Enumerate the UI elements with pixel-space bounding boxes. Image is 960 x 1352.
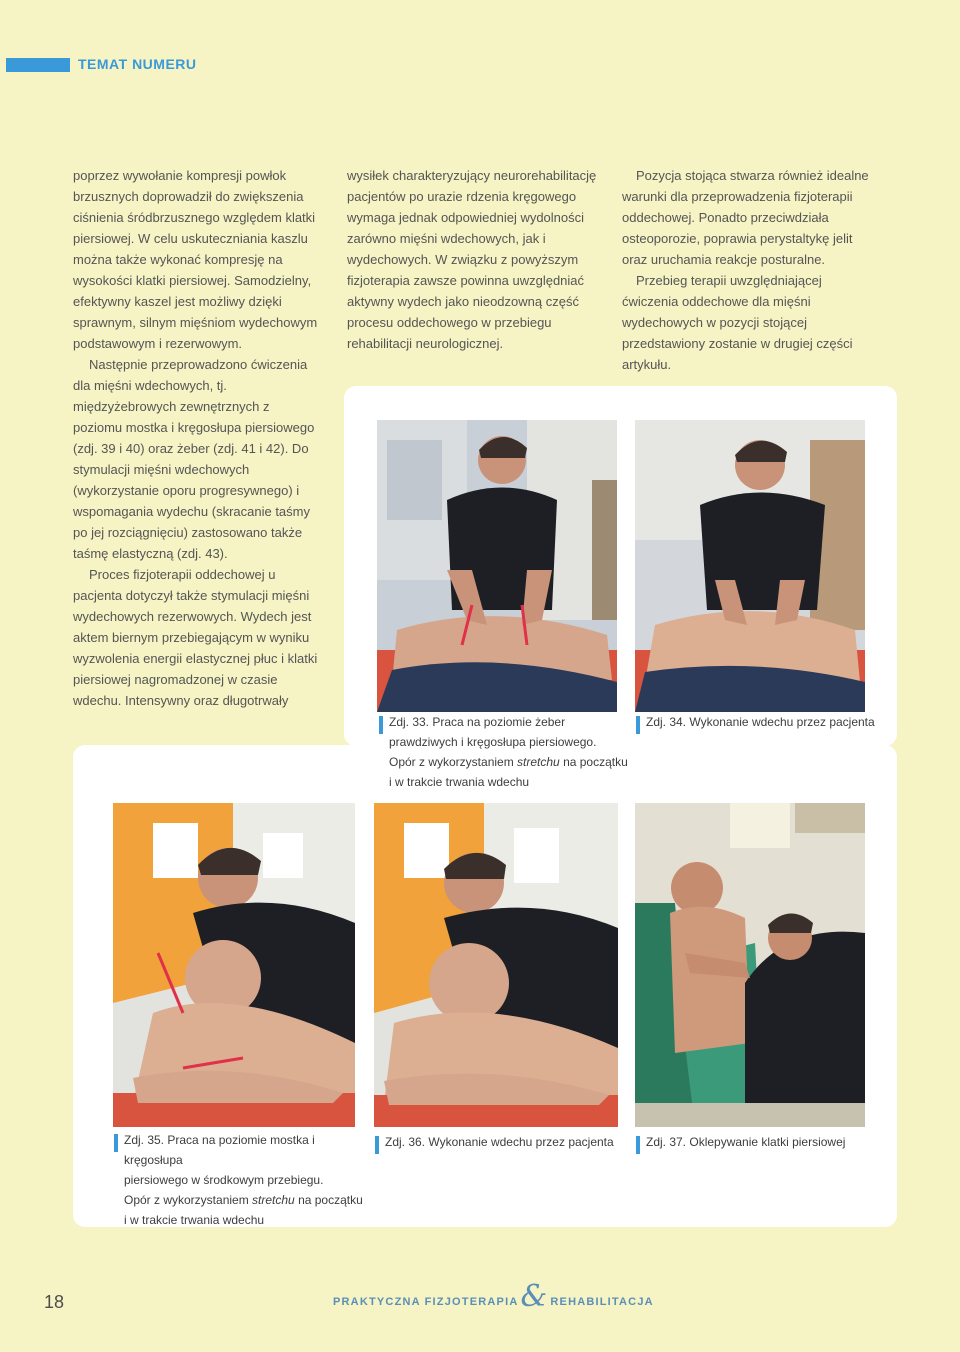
caption-line: prawdziwych i kręgosłupa piersiowego. xyxy=(389,735,597,749)
photo-37 xyxy=(635,803,865,1127)
caption-emphasis: stretchu xyxy=(252,1193,295,1207)
caption-marker xyxy=(636,1136,640,1154)
caption-marker xyxy=(379,716,383,734)
caption-marker xyxy=(375,1136,379,1154)
text-column-3 xyxy=(622,165,870,375)
page-number: 18 xyxy=(44,1292,65,1312)
caption-line: Zdj. 37. Oklepywanie klatki piersiowej xyxy=(646,1135,846,1149)
text-column-1 xyxy=(73,165,319,711)
caption-emphasis: stretchu xyxy=(517,755,560,769)
photo-34 xyxy=(635,420,865,712)
journal-ampersand: & xyxy=(520,1279,549,1314)
paragraph: wysiłek charakteryzujący neurorehabilitację pacjentów po urazie rdzenia kręgowego wymaga jednak odpowiedniej wydolności zarówno mięśni wdechowych, jak i wydechowych. W związku z powyższym fizjoterapia zawsze powinna uwzględniać aktywny wydech jako nieodzowną część procesu oddechowego w przebiegu rehabilitacji neurologicznej. xyxy=(347,168,597,351)
caption-zdj-35 xyxy=(114,1130,374,1230)
caption-line: piersiowego w środkowym przebiegu. xyxy=(124,1173,324,1187)
section-title: TEMAT NUMERU xyxy=(78,56,197,72)
paragraph: Proces fizjoterapii oddechowej u pacjenta dotyczył także stymulacji mięśni wydechowych rezerwowych. Wydech jest aktem biernym przebiegającym w wyniku wyzwolenia energii elastycznej płuc i klatki piersiowej nagromadzonej w czasie wdechu. Intensywny oraz długotrwały xyxy=(73,567,318,708)
caption-zdj-33 xyxy=(379,712,629,792)
paragraph: Następnie przeprowadzono ćwiczenia dla mięśni wdechowych, tj. międzyżebrowych zewnętrznych z poziomu mostka i kręgosłupa piersiowego (zdj. 39 i 40) oraz żeber (zdj. 41 i 42). Do stymulacji mięśni wdechowych (wykorzystanie oporu progresywnego) i wspomagania wydechu (skracanie taśmy po jej rozciągnięciu) zastosowano także taśmę elastyczną (zdj. 43). xyxy=(73,357,315,561)
section-marker xyxy=(6,58,70,72)
photo-36 xyxy=(374,803,618,1127)
journal-footer xyxy=(333,1279,654,1314)
caption-line: Zdj. 35. Praca na poziomie mostka i kręgosłupa xyxy=(124,1133,315,1167)
caption-zdj-34 xyxy=(636,712,886,732)
caption-text: na początku xyxy=(559,755,628,769)
caption-text: Opór z wykorzystaniem xyxy=(124,1193,253,1207)
caption-text: na początku xyxy=(294,1193,363,1207)
caption-marker xyxy=(114,1134,118,1152)
photo-33 xyxy=(377,420,617,712)
journal-name-right: REHABILITACJA xyxy=(550,1296,654,1308)
caption-line: i w trakcie trwania wdechu xyxy=(389,775,530,789)
paragraph: Pozycja stojąca stwarza również idealne warunki dla przeprowadzenia fizjoterapii oddechowej. Ponadto przeciwdziała osteoporozie, poprawia perystaltykę jelit oraz uruchamia reakcje posturalne. xyxy=(622,168,869,267)
caption-marker xyxy=(636,716,640,734)
text-column-2 xyxy=(347,165,597,354)
caption-line: Zdj. 36. Wykonanie wdechu przez pacjenta xyxy=(385,1135,614,1149)
caption-zdj-37 xyxy=(636,1132,886,1152)
caption-line xyxy=(124,1190,374,1210)
paragraph: poprzez wywołanie kompresji powłok brzusznych doprowadził do zwiększenia ciśnienia śródbrzusznego względem klatki piersiowej. W celu uskuteczniania kaszlu można także wykonać kompresję na wysokości klatki piersiowej. Samodzielny, efektywny kaszel jest możliwy dzięki sprawnym, silnym mięśniom wydechowym podstawowym i rezerwowym. xyxy=(73,168,318,351)
caption-line: Zdj. 33. Praca na poziomie żeber xyxy=(389,715,566,729)
caption-text: Opór z wykorzystaniem xyxy=(389,755,518,769)
photo-35 xyxy=(113,803,355,1127)
caption-line: Zdj. 34. Wykonanie wdechu przez pacjenta xyxy=(646,715,875,729)
caption-line xyxy=(389,752,629,772)
paragraph: Przebieg terapii uwzględniającej ćwiczenia oddechowe dla mięśni wydechowych w pozycji stojącej przedstawiony zostanie w drugiej części artykułu. xyxy=(622,273,853,372)
caption-zdj-36 xyxy=(375,1132,625,1152)
journal-name-left: PRAKTYCZNA FIZJOTERAPIA xyxy=(333,1296,519,1308)
caption-line: i w trakcie trwania wdechu xyxy=(124,1213,265,1227)
